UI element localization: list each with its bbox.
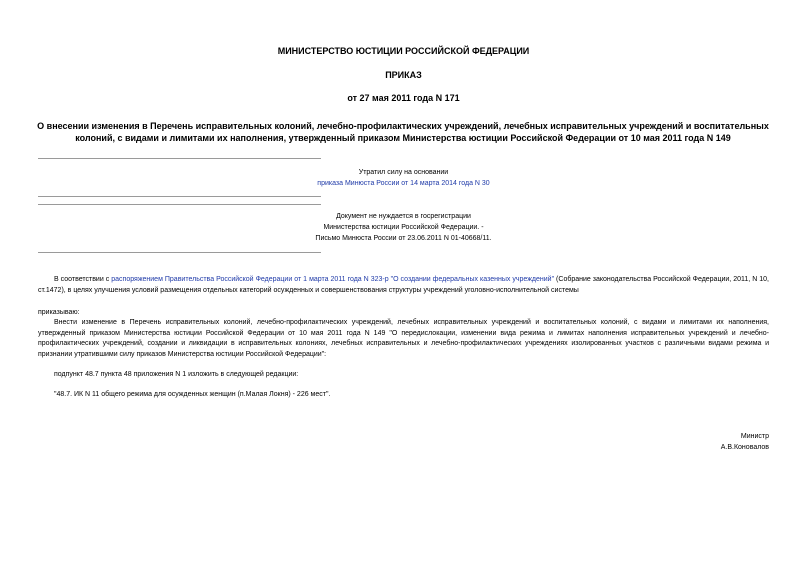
order-word: приказываю: [38,309,80,316]
separator-rule [38,158,321,159]
document-type: ПРИКАЗ [385,70,422,80]
lost-force-link[interactable]: приказа Минюста России от 14 марта 2014 года N 30 [317,180,490,187]
separator-rule [38,204,321,205]
preamble-start: В соответствии с [54,276,112,283]
separator-rule [38,252,321,253]
signature-position: Министр [740,433,769,440]
subpoint-paragraph: подпункт 48.7 пункта 48 приложения N 1 изложить в следующей редакции: [54,371,299,378]
registration-line-2: Министерства юстиции Российской Федерации. - [323,224,484,231]
document-date-number: от 27 мая 2011 года N 171 [347,93,460,103]
lost-force-note [0,167,807,189]
registration-note [0,211,807,244]
signature-name: А.В.Коновалов [720,444,769,451]
signature-block [721,431,769,453]
registration-line-3: Письмо Минюста России от 23.06.2011 N 01-40668/11. [315,235,492,242]
ministry-heading: МИНИСТЕРСТВО ЮСТИЦИИ РОССИЙСКОЙ ФЕДЕРАЦИИ [277,46,530,56]
document-title: О внесении изменения в Перечень исправительных колоний, лечебно-профилактических учреждений, лечебных исправительных учреждений и воспитательных колоний, с видами и лимитами их наполнения, утвержденный приказом Министерства юстиции Российской Федерации от 10 мая 2011 года N 149 [37,121,769,143]
separator-rule [38,196,321,197]
government-order-link[interactable]: распоряжением Правительства Российской Федерации от 1 марта 2011 года N 323-р "О создании федеральных казенных учреждений" [111,276,555,283]
lost-force-text: Утратил силу на основании [358,169,449,176]
main-paragraph: Внести изменение в Перечень исправительных колоний, лечебно-профилактических учреждений, лечебных исправительных учреждений и воспитательных колоний, с видами и лимитами их наполнения, утвержденный приказом Министерства юстиции Российской Федерации от 10 мая 2011 года N 149 "О передислокации, изменении вида режима и лимитах наполнения исправительных учреждений и лечебно-профилактических учреждений, создании и ликвидации в исправительных колониях, лечебных исправительных и лечебно-профилактических учреждениях изолированных участков с различными видами режима и признании утратившими силу приказов Министерства юстиции Российской Федерации": [38,319,769,358]
registration-line-1: Документ не нуждается в госрегистрации [336,213,471,220]
preamble-paragraph [38,275,769,296]
preamble-end: (Собрание законодательства Российской Федерации, 2011, N 10, ст.1472), в целях улучшения условий размещения отдельных категорий осужденных и совершенствования структуры учреждений уголовно-исполнительной системы [38,276,769,294]
quoted-amendment: "48.7. ИК N 11 общего режима для осужденных женщин (п.Малая Локня) - 226 мест". [54,391,331,398]
